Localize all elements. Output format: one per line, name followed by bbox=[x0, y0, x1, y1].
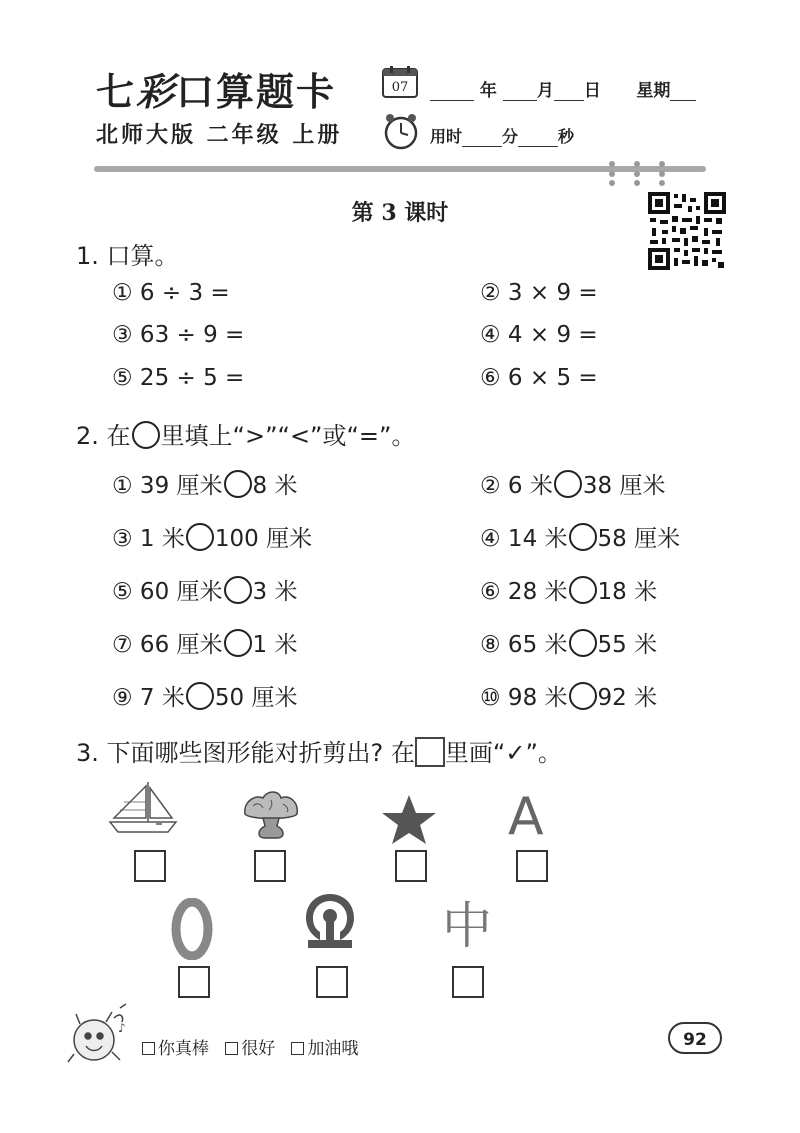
lesson-title: 第 3 课时 bbox=[351, 200, 449, 226]
q1-item-3: ③ 63 ÷ 9 = bbox=[112, 322, 245, 348]
rating-label: 你真棒 bbox=[158, 1039, 209, 1059]
rating-checkbox[interactable] bbox=[225, 1042, 238, 1055]
compare-circle-1[interactable] bbox=[224, 470, 252, 498]
star-icon bbox=[380, 794, 438, 846]
rating-checkbox[interactable] bbox=[142, 1042, 155, 1055]
alarm-clock-icon bbox=[382, 112, 420, 150]
q2-item-right: 18 米 bbox=[597, 579, 658, 605]
q2-item-right: 100 厘米 bbox=[214, 526, 313, 552]
q2-item-10 bbox=[480, 679, 657, 712]
q1-item-2: ② 3 × 9 = bbox=[480, 280, 598, 306]
q3-title bbox=[76, 733, 562, 768]
q1-item-5: ⑤ 25 ÷ 5 = bbox=[112, 365, 245, 391]
q2-item-left: ⑩ 98 米 bbox=[480, 685, 568, 711]
date-day-label: 日 bbox=[583, 81, 601, 101]
q2-item-1 bbox=[112, 467, 297, 500]
q2-item-right: 50 厘米 bbox=[214, 685, 298, 711]
rating-options bbox=[142, 1034, 358, 1059]
q1-item-1: ① 6 ÷ 3 = bbox=[112, 280, 230, 306]
q2-title-prefix: 2. 在 bbox=[76, 422, 131, 450]
q2-item-right: 38 厘米 bbox=[582, 473, 666, 499]
date-month-label: 月 bbox=[536, 81, 554, 101]
railway-emblem-icon bbox=[302, 892, 358, 956]
svg-text:♪: ♪ bbox=[118, 1021, 126, 1035]
compare-circle-5[interactable] bbox=[224, 576, 252, 604]
date-line bbox=[430, 76, 696, 101]
compare-circle-3[interactable] bbox=[186, 523, 214, 551]
time-line bbox=[430, 124, 574, 147]
bead-decoration bbox=[604, 154, 674, 188]
brand-char-qi: 七 bbox=[96, 70, 137, 114]
q1-item-4: ④ 4 × 9 = bbox=[480, 322, 598, 348]
compare-circle-6[interactable] bbox=[569, 576, 597, 604]
q1-item-6: ⑥ 6 × 5 = bbox=[480, 365, 598, 391]
mushroom-icon bbox=[241, 790, 301, 846]
mascot-icon bbox=[66, 1002, 132, 1068]
q2-item-5 bbox=[112, 573, 297, 606]
q2-item-right: 1 米 bbox=[252, 632, 298, 658]
checkbox-zero[interactable] bbox=[178, 966, 210, 998]
edition-label: 北师大版 二年级 上册 bbox=[96, 123, 343, 148]
compare-circle-10[interactable] bbox=[569, 682, 597, 710]
q2-title-suffix: 里填上“>”“<”或“=”。 bbox=[160, 422, 416, 450]
zero-shape bbox=[176, 902, 208, 956]
q2-item-right: 58 厘米 bbox=[597, 526, 681, 552]
q1-title: 1. 口算。 bbox=[76, 242, 179, 270]
compare-circle-9[interactable] bbox=[186, 682, 214, 710]
rating-label: 加油哦 bbox=[307, 1039, 359, 1059]
qr-code-icon[interactable] bbox=[648, 192, 726, 270]
brand-title bbox=[96, 68, 336, 116]
calendar-number: 07 bbox=[391, 80, 409, 95]
q2-item-8 bbox=[480, 626, 657, 659]
star-shape bbox=[382, 795, 436, 844]
page-number: 92 bbox=[668, 1022, 722, 1054]
q2-item-6 bbox=[480, 573, 657, 606]
q2-item-left: ⑧ 65 米 bbox=[480, 632, 568, 658]
brand-char-cai: 彩 bbox=[136, 69, 177, 114]
q2-item-right: 55 米 bbox=[597, 632, 658, 658]
q2-title-circle bbox=[132, 421, 160, 449]
q2-title bbox=[76, 416, 415, 451]
time-label: 用时 bbox=[430, 127, 463, 146]
rating-label: 很好 bbox=[241, 1039, 276, 1059]
q2-item-2 bbox=[480, 467, 665, 500]
checkbox-letter-a[interactable] bbox=[516, 850, 548, 882]
time-min-label: 分 bbox=[502, 127, 519, 146]
compare-circle-7[interactable] bbox=[224, 629, 252, 657]
checkbox-railway[interactable] bbox=[316, 966, 348, 998]
brand-rest: 口算题卡 bbox=[176, 70, 337, 114]
q2-item-9 bbox=[112, 679, 297, 712]
checkbox-sailboat[interactable] bbox=[134, 850, 166, 882]
q2-item-right: 92 米 bbox=[597, 685, 658, 711]
compare-circle-8[interactable] bbox=[569, 629, 597, 657]
calendar-icon bbox=[382, 66, 418, 98]
time-sec-label: 秒 bbox=[558, 127, 575, 146]
q2-item-left: ③ 1 米 bbox=[112, 526, 185, 552]
sailboat-icon bbox=[108, 780, 178, 836]
date-year-label: 年 bbox=[479, 81, 497, 101]
q2-item-right: 3 米 bbox=[252, 579, 298, 605]
rating-option-2[interactable] bbox=[225, 1039, 275, 1059]
checkbox-mushroom[interactable] bbox=[254, 850, 286, 882]
q2-item-4 bbox=[480, 520, 680, 553]
q2-item-3 bbox=[112, 520, 312, 553]
zhong-character-shape: 中 bbox=[442, 897, 492, 955]
rating-option-1[interactable] bbox=[142, 1039, 209, 1059]
q2-item-left: ⑦ 66 厘米 bbox=[112, 632, 223, 658]
q2-item-7 bbox=[112, 626, 297, 659]
rating-option-3[interactable] bbox=[291, 1039, 358, 1059]
compare-circle-2[interactable] bbox=[554, 470, 582, 498]
letter-a-shape: A bbox=[508, 787, 544, 847]
rating-checkbox[interactable] bbox=[291, 1042, 304, 1055]
q2-item-left: ⑥ 28 米 bbox=[480, 579, 568, 605]
q2-item-left: ⑤ 60 厘米 bbox=[112, 579, 223, 605]
checkbox-zhong[interactable] bbox=[452, 966, 484, 998]
q3-title-square bbox=[415, 737, 445, 767]
q3-title-suffix: 里画“✓”。 bbox=[444, 739, 562, 767]
railway-emblem-shape bbox=[306, 894, 354, 948]
q2-item-right: 8 米 bbox=[252, 473, 298, 499]
compare-circle-4[interactable] bbox=[569, 523, 597, 551]
q2-item-left: ② 6 米 bbox=[480, 473, 553, 499]
q2-item-left: ① 39 厘米 bbox=[112, 473, 223, 499]
zero-shape-icon bbox=[170, 898, 214, 960]
q3-title-prefix: 3. 下面哪些图形能对折剪出? 在 bbox=[76, 739, 415, 767]
q2-item-left: ④ 14 米 bbox=[480, 526, 568, 552]
date-weekday-label: 星期 bbox=[636, 81, 671, 101]
q2-item-left: ⑨ 7 米 bbox=[112, 685, 185, 711]
checkbox-star[interactable] bbox=[395, 850, 427, 882]
